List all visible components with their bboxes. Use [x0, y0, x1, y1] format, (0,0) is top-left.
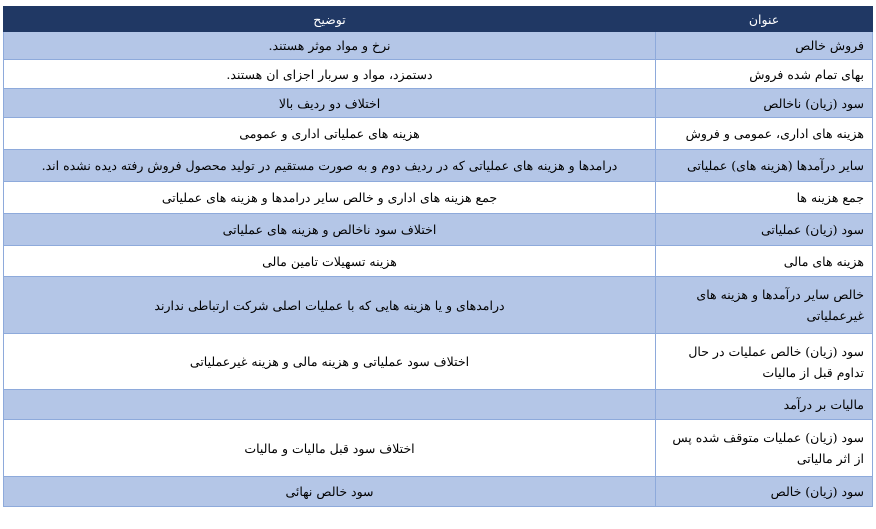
- row-title: سود (زیان) خالص عملیات در حال تداوم قبل از مالیات: [656, 334, 873, 390]
- row-title: سایر درآمدها (هزینه های) عملیاتی: [656, 150, 873, 182]
- table-row: [4, 60, 873, 89]
- row-title: سود (زیان) خالص: [656, 477, 873, 507]
- row-description: [4, 390, 656, 420]
- table-row: [4, 390, 873, 420]
- table-row: [4, 420, 873, 477]
- row-title: سود (زیان) ناخالص: [656, 89, 873, 118]
- row-title: مالیات بر درآمد: [656, 390, 873, 420]
- table-row: [4, 277, 873, 334]
- row-description: نرخ و مواد موثر هستند.: [4, 32, 656, 60]
- row-title: سود (زیان) عملیاتی: [656, 214, 873, 246]
- table-row: [4, 246, 873, 277]
- row-description: اختلاف سود قبل مالیات و مالیات: [4, 420, 656, 477]
- row-description: سود خالص نهائی: [4, 477, 656, 507]
- row-title: خالص سایر درآمدها و هزینه های غیرعملیاتی: [656, 277, 873, 334]
- table-row: [4, 477, 873, 507]
- row-title: هزینه های مالی: [656, 246, 873, 277]
- table-row: [4, 214, 873, 246]
- row-description: هزینه تسهیلات تامین مالی: [4, 246, 656, 277]
- income-statement-table: [3, 6, 873, 507]
- income-statement-table-container: [3, 6, 873, 507]
- table-row: [4, 32, 873, 60]
- header-title: عنوان: [656, 7, 873, 32]
- row-description: اختلاف سود عملیاتی و هزینه مالی و هزینه غیرعملیاتی: [4, 334, 656, 390]
- row-description: درامدهای و یا هزینه هایی که با عملیات اصلی شرکت ارتباطی ندارند: [4, 277, 656, 334]
- row-description: اختلاف دو ردیف بالا: [4, 89, 656, 118]
- header-row: [4, 7, 873, 32]
- row-title: سود (زیان) عملیات متوقف شده پس از اثر مالیاتی: [656, 420, 873, 477]
- table-row: [4, 89, 873, 118]
- row-description: جمع هزینه های اداری و خالص سایر درامدها و هزینه های عملیاتی: [4, 182, 656, 214]
- row-title: فروش خالص: [656, 32, 873, 60]
- header-description: توضیح: [4, 7, 656, 32]
- table-row: [4, 150, 873, 182]
- row-title: بهای تمام شده فروش: [656, 60, 873, 89]
- row-title: جمع هزینه ها: [656, 182, 873, 214]
- row-description: هزینه های عملیاتی اداری و عمومی: [4, 118, 656, 150]
- table-row: [4, 118, 873, 150]
- row-title: هزینه های اداری، عمومی و فروش: [656, 118, 873, 150]
- table-row: [4, 334, 873, 390]
- row-description: دستمزد، مواد و سربار اجزای ان هستند.: [4, 60, 656, 89]
- row-description: اختلاف سود ناخالص و هزینه های عملیاتی: [4, 214, 656, 246]
- table-row: [4, 182, 873, 214]
- row-description: درامدها و هزینه های عملیاتی که در ردیف دوم و به صورت مستقیم در تولید محصول فروش رفته دیده نشده اند.: [4, 150, 656, 182]
